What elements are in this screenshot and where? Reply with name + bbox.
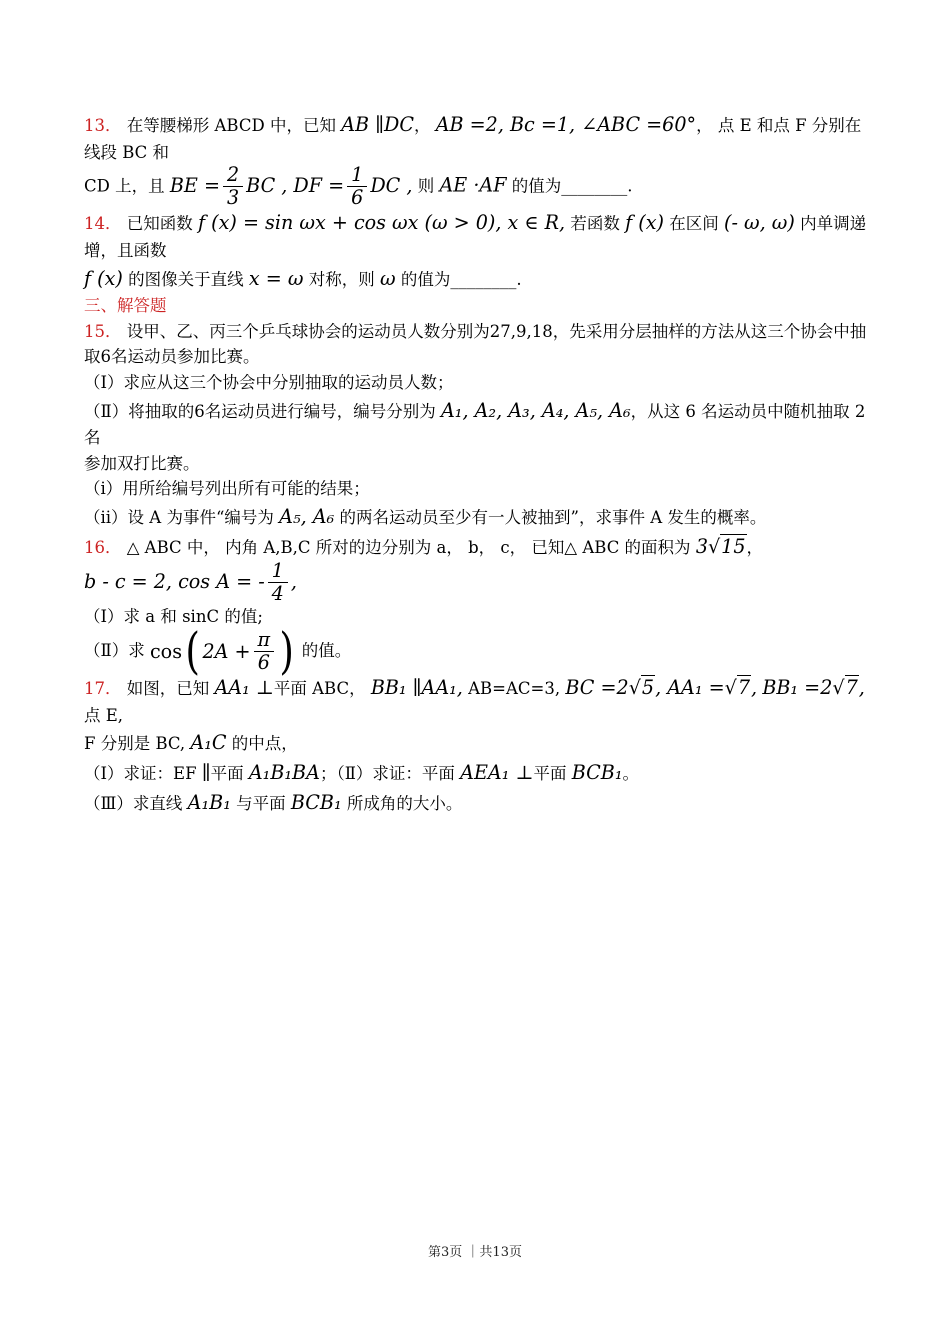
- q17-bc-eq: BC =2: [565, 676, 629, 700]
- radical-sign: √: [628, 676, 641, 700]
- q17-formula-bc-aa1: [565, 675, 757, 699]
- q16-formula-body: 2A +: [202, 639, 251, 663]
- q14-blank: 的值为________.: [400, 269, 522, 289]
- cos-function: cos: [149, 639, 183, 663]
- question-16-number: 16．: [84, 537, 122, 557]
- q15-formula-a1-a6: A₁, A₂, A₃, A₄, A₅, A₆: [440, 398, 631, 422]
- q13-text-3: CD 上，且: [84, 176, 165, 196]
- q15-part1-text: （Ⅰ）求应从这三个协会中分别抽取的运动员人数；: [84, 372, 454, 392]
- q14-formula-fx-def: f (x) = sin ωx + cos ωx (ω > 0), x ∈ R,: [198, 211, 566, 235]
- q14-text-2: 若函数: [570, 214, 620, 234]
- radicand: 7: [737, 676, 750, 700]
- q14-formula-fx-1: f (x): [625, 211, 665, 235]
- q15-text-intro: 设甲、乙、丙三个乒乓球协会的运动员人数分别为27,9,18，先采用分层抽样的方法从这三个协会中抽取6名运动员参加比赛。: [84, 321, 867, 367]
- q17-formula-aa1-perp: AA₁ ⊥: [214, 676, 274, 700]
- question-15-sub-ii: [84, 502, 870, 532]
- parallel-symbol: ∥: [201, 761, 211, 784]
- q17-comma-b: ,: [858, 676, 865, 700]
- fraction-one-fourth: [268, 561, 288, 604]
- q13-formula-given: AB =2, Bc =1, ∠ABC =60°: [435, 113, 697, 136]
- q17-aa1-eq: , AA₁ =: [655, 676, 725, 700]
- q17-period: 。: [622, 764, 639, 783]
- q13-text-1: 在等腰梯形 ABCD 中，已知: [126, 116, 336, 135]
- q14-formula-interval: (- ω, ω): [724, 211, 795, 235]
- question-14-line-1: [84, 208, 870, 263]
- question-16-part-2: [84, 621, 870, 680]
- q16-part1-text: （Ⅰ）求 a 和 sinC 的值;: [84, 607, 263, 627]
- fraction-pi-sixth: [254, 627, 275, 675]
- q13-be-eq: BE =: [169, 173, 220, 197]
- question-16-line-1: [84, 532, 870, 562]
- q17-formula-bb1-parallel: BB₁ ∥AA₁,: [370, 676, 463, 700]
- q17-text-3: AB=AC=3,: [468, 679, 561, 699]
- fraction-denominator: 4: [268, 582, 288, 604]
- q17-formula-bcb1-a: BCB₁: [571, 761, 623, 784]
- q16-comma-2: ,: [290, 569, 297, 593]
- question-16-line-2: [84, 561, 870, 604]
- q17-comma-a: ,: [750, 676, 758, 700]
- q15-sub-ii-text-b: 的两名运动员至少有一人被抽到”，求事件 A 发生的概率。: [339, 507, 767, 527]
- q14-text-4: 内单调递增，且函数: [84, 214, 867, 261]
- q13-blank: 的值为________.: [511, 176, 633, 196]
- fraction-denominator: 6: [254, 651, 275, 673]
- question-15-part-2-cont: [84, 451, 870, 477]
- section-3-header: 三、解答题: [84, 296, 167, 316]
- q17-formula-bb1: [762, 675, 865, 699]
- question-16-part-1: [84, 604, 870, 630]
- fraction-numerator: 1: [271, 559, 284, 583]
- q15-sub-i-text: （ⅰ）用所给编号列出所有可能的结果；: [84, 479, 370, 499]
- q17-part3-text-a: （Ⅲ）求直线: [84, 793, 183, 813]
- q15-formula-a5-a6: A₅, A₆: [279, 504, 335, 528]
- big-open-paren: (: [185, 621, 201, 680]
- q17-part2-text: ；（Ⅱ）求证：平面: [319, 764, 455, 783]
- q15-sub-ii-text-a: （ⅱ）设 A 为事件“编号为: [84, 507, 274, 527]
- page-footer: 第3页 ｜共13页: [428, 1245, 522, 1260]
- q14-formula-omega: ω: [379, 266, 396, 290]
- q13-formula-parallel: AB ∥DC: [341, 113, 414, 136]
- q13-comma-2: ，: [696, 116, 713, 135]
- radical-sign: √: [707, 534, 721, 558]
- q16-bc-eq: b - c = 2, cos A = -: [84, 569, 265, 593]
- question-13-number: 13．: [84, 116, 122, 135]
- radicand: 7: [845, 676, 858, 700]
- radicand: 5: [641, 676, 655, 700]
- q16-part2-text-b: 的值。: [301, 641, 352, 661]
- question-14-line-2: [84, 264, 870, 294]
- question-15-intro: [84, 319, 870, 370]
- q15-part2-text-a: （Ⅱ）将抽取的6名运动员进行编号，编号分别为: [84, 401, 436, 421]
- q17-part1-text: （Ⅰ）求证：EF: [84, 764, 197, 783]
- q13-dc: DC ,: [370, 173, 413, 197]
- radical-sign: √: [724, 676, 737, 700]
- q17-formula-a1b1: A₁B₁: [187, 790, 231, 814]
- q14-text-1: 已知函数: [126, 214, 193, 234]
- fraction-denominator: 6: [347, 186, 367, 208]
- q17-plane-label-2: 平面: [533, 764, 567, 783]
- q16-text-1: △ ABC 中， 内角 A,B,C 所对的边分别为 a， b， c， 已知△ ABC 的面积为: [126, 537, 691, 557]
- q17-bb1-eq: BB₁ =2: [762, 676, 833, 700]
- question-17-part-3: [84, 788, 870, 818]
- q13-text-2: 点 E 和点 F 分别在线段 BC 和: [84, 116, 862, 162]
- q16-formula-cos2A: [149, 621, 297, 680]
- q15-part2-cont-text: 参加双打比赛。: [84, 453, 200, 473]
- question-17-line-1: [84, 673, 870, 728]
- big-close-paren: ): [279, 621, 295, 680]
- q17-plane-label-1: 平面: [210, 764, 244, 783]
- q16-comma-1: ，: [746, 537, 764, 557]
- question-17-number: 17．: [84, 679, 122, 699]
- fraction-one-sixth: [347, 165, 367, 208]
- q13-text-4: 则: [417, 176, 435, 196]
- q13-formula-dot-product: AE ·AF: [439, 173, 507, 197]
- q14-text-6: 对称，则: [308, 269, 375, 289]
- q13-comma-1: ，: [413, 116, 431, 135]
- question-17-line-2: [84, 728, 870, 758]
- fraction-numerator: 1: [351, 163, 364, 187]
- fraction-numerator: π: [257, 627, 271, 651]
- question-13-line-1: [84, 110, 870, 165]
- q17-part3-text-c: 所成角的大小。: [346, 793, 463, 813]
- fraction-two-thirds: [223, 165, 243, 208]
- q14-text-3: 在区间: [669, 214, 719, 234]
- q17-text-4: 点 E,: [84, 705, 124, 725]
- fraction-denominator: 3: [223, 186, 243, 208]
- question-15-part-2: [84, 396, 870, 451]
- q17-text-2: 平面 ABC，: [273, 679, 366, 699]
- q17-formula-a1c: A₁C: [190, 731, 227, 755]
- q17-line2-text-b: 的中点，: [231, 734, 298, 754]
- radicand: 15: [721, 534, 746, 558]
- q17-formula-bcb1-b: BCB₁: [290, 790, 342, 814]
- q17-part3-text-b: 与平面: [236, 793, 286, 813]
- q17-line2-text-a: F 分别是 BC,: [84, 734, 186, 754]
- q17-text-1: 如图，已知: [126, 679, 210, 699]
- sqrt-coefficient: 3: [695, 534, 708, 558]
- q16-part2-text-a: （Ⅱ）求: [84, 641, 145, 661]
- question-15-sub-i: [84, 476, 870, 502]
- q13-formula-be-df: [169, 163, 413, 210]
- q14-text-5: 的图像关于直线: [128, 269, 244, 289]
- q15-part2-text-b: ，从这 6 名运动员中随机抽取 2 名: [84, 401, 866, 448]
- q17-formula-aea1-perp: AEA₁ ⊥: [460, 761, 534, 784]
- fraction-numerator: 2: [226, 163, 240, 187]
- question-15-part-1: [84, 370, 870, 396]
- q16-formula-area: [696, 534, 747, 558]
- question-14-number: 14．: [84, 214, 122, 234]
- question-17-parts-1-2: [84, 758, 870, 788]
- q13-mid: BC , DF =: [246, 173, 345, 197]
- question-15-number: 15．: [84, 321, 122, 341]
- q14-formula-fx-2: f (x): [84, 266, 123, 290]
- q16-formula-cosA: [84, 559, 297, 606]
- question-13-line-2: [84, 165, 870, 208]
- q17-formula-a1b1ba: A₁B₁BA: [248, 761, 320, 784]
- q14-formula-axis: x = ω: [248, 266, 304, 290]
- radical-sign: √: [832, 676, 845, 700]
